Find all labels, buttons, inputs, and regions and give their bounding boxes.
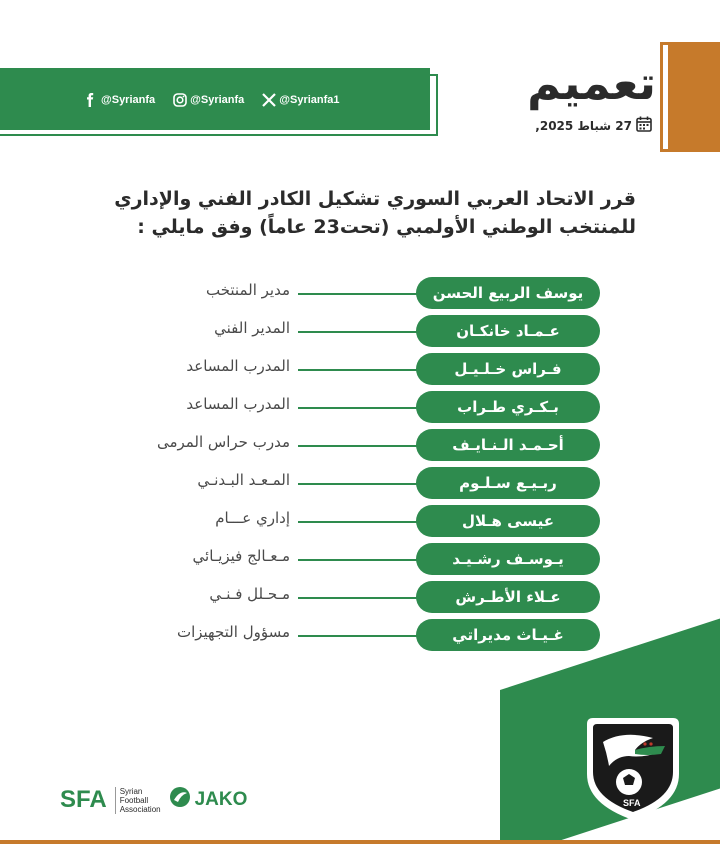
row-connector: [298, 483, 418, 485]
row-connector: [298, 635, 418, 637]
date-row: [535, 116, 652, 135]
staff-name-pill: فـراس خـلـيـل: [416, 353, 600, 385]
staff-name-pill: عـمـاد خانكـان: [416, 315, 600, 347]
row-connector: [298, 445, 418, 447]
calendar-icon: [636, 116, 652, 135]
staff-name-pill: عيسى هـلال: [416, 505, 600, 537]
jako-text: JAKO: [194, 789, 248, 810]
social-handle: @Syrianfa: [101, 94, 156, 106]
social-x[interactable]: [262, 93, 339, 107]
social-instagram[interactable]: [173, 93, 244, 107]
staff-row: [0, 541, 720, 577]
page-title: تعميم: [527, 56, 656, 110]
jako-emblem-icon: [169, 786, 191, 814]
social-links: [84, 88, 340, 112]
row-connector: [298, 597, 418, 599]
staff-row: [0, 579, 720, 615]
staff-row: [0, 427, 720, 463]
sfa-logo: SFA: [60, 786, 107, 813]
sfa-crest-logo: [583, 712, 683, 824]
x-icon: [262, 93, 276, 107]
staff-row: [0, 389, 720, 425]
staff-name-pill: غـيـاث مديراتي: [416, 619, 600, 651]
staff-role: المدرب المساعد: [186, 395, 290, 413]
staff-role: المـعـد البـدنـي: [197, 471, 290, 489]
staff-name-pill: يـوسـف رشـيـد: [416, 543, 600, 575]
staff-role: مـعـالج فيزيـائي: [192, 547, 290, 565]
facebook-icon: [84, 93, 98, 107]
sfa-sub-line: Syrian: [119, 786, 143, 796]
staff-name-pill: ربـيـع سـلـوم: [416, 467, 600, 499]
crest-text: SFA: [623, 798, 641, 808]
instagram-icon: [173, 93, 187, 107]
staff-row: [0, 275, 720, 311]
staff-row: [0, 503, 720, 539]
social-facebook[interactable]: [84, 93, 155, 107]
staff-role: مدير المنتخب: [205, 281, 290, 299]
staff-name-pill: يوسف الربيع الحسن: [416, 277, 600, 309]
row-connector: [298, 293, 418, 295]
row-connector: [298, 559, 418, 561]
intro-text: [76, 185, 636, 241]
row-connector: [298, 407, 418, 409]
sfa-sub-line: Football: [119, 795, 149, 805]
staff-row: [0, 465, 720, 501]
social-handle: @Syrianfa: [190, 94, 245, 106]
staff-role: المدير الفني: [214, 319, 290, 337]
row-connector: [298, 331, 418, 333]
social-handle: @Syrianfa1: [279, 94, 340, 106]
staff-role: مسؤول التجهيزات: [176, 623, 290, 641]
footer-logos: [60, 786, 247, 814]
intro-line-2: للمنتخب الوطني الأولمبي (تحت23 عاماً) وفق مايلي :: [137, 216, 636, 238]
row-connector: [298, 521, 418, 523]
sfa-sub-line: Association: [119, 804, 161, 814]
staff-row: [0, 617, 720, 653]
staff-name-pill: بـكـري طـراب: [416, 391, 600, 423]
row-connector: [298, 369, 418, 371]
jako-logo: [169, 786, 248, 814]
staff-role: مدرب حراس المرمى: [156, 433, 290, 451]
staff-name-pill: عـلاء الأطـرش: [416, 581, 600, 613]
date-text: 27 شباط 2025,: [535, 118, 632, 133]
staff-role: مـحـلل فـنـي: [209, 585, 290, 603]
staff-role: إداري عـــام: [215, 509, 290, 527]
staff-row: [0, 313, 720, 349]
bottom-orange-line: [0, 840, 720, 844]
staff-row: [0, 351, 720, 387]
staff-name-pill: أحـمـد الـنـايـف: [416, 429, 600, 461]
staff-role: المدرب المساعد: [186, 357, 290, 375]
intro-line-1: قرر الاتحاد العربي السوري تشكيل الكادر الفني والإداري: [114, 188, 636, 210]
orange-box-decoration: [668, 42, 720, 152]
sfa-subtitle: [115, 787, 161, 814]
